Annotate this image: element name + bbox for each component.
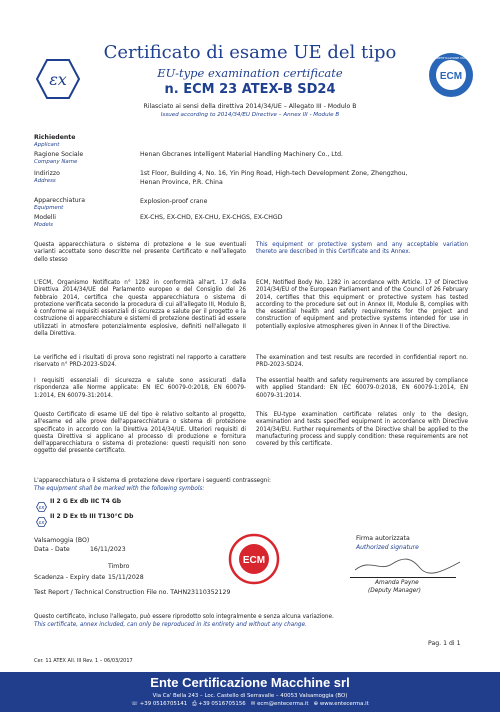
reproduction-note-english: This certificate, annex included, can only be reproduced in its entirety and without any change.	[34, 622, 307, 628]
address-label-en: Address	[34, 178, 56, 184]
models-value: EX-CHS, EX-CHD, EX-CHU, EX-CHGS, EX-CHGD	[140, 214, 283, 221]
svg-text:εx: εx	[38, 505, 45, 511]
models-label-en: Models	[34, 222, 53, 228]
paragraph-2-english: ECM, Notified Body No. 1282 in accordance with Article. 17 of Directive 2014/34/EU of the European Parliament and of the Council of 26 February 2014, certifies that this equipment or protective system has tested according to the procedure set out in Annex III, Module B, complies with the essential health and safety requirements for the project and construction of equipment and protective systems intended for use in potentially explosive atmospheres given in Annex II of the Directive.	[256, 280, 468, 330]
footer-contacts	[0, 701, 500, 708]
fax-icon: ⎙	[192, 701, 199, 707]
address-line-1: 1st Floor, Building 4, No. 16, Yin Ping Road, High-tech Development Zone, Zhengzhou,	[140, 170, 408, 177]
stamp-text: ECM	[242, 555, 266, 566]
email-icon: ✉	[250, 701, 258, 707]
signer-name: Amanda Payne	[375, 580, 419, 586]
marking-intro-italian: L'apparecchiatura o il sistema di protezione deve riportare i seguenti contrassegni:	[34, 478, 271, 484]
marking-row-gas: II 2 G Ex db IIC T4 Gb	[50, 498, 122, 505]
address-line-2: Henan Province, P.R. China	[140, 179, 223, 186]
paragraph-4-italian: Questo Certificato di esame UE del tipo è relativo soltanto al progetto, all'esame ed alle prove dell'apparecchiatura o sistema di protezione specificato in accordo con la Direttiva 2014/34/UE. Ulteriori requisiti di questa Direttiva si applicano al processo di produzione e fornitura dell'apparecchiatura o sistema di protezione: questi requisiti non sono oggetto del presente certificato.	[34, 412, 246, 455]
paragraph-2b-italian: Le verifiche ed i risultati di prova sono registrati nel rapporto a carattere riservato n° PRD-2023-SD24.	[34, 355, 246, 369]
form-reference: Cer. 11 ATEX All. III Rev. 1 – 06/03/2017	[34, 658, 133, 664]
company-label: Ragione Sociale	[34, 151, 84, 158]
phone-icon: ☏	[131, 701, 140, 707]
models-label: Modelli	[34, 214, 57, 221]
ecm-logo-text: ECM	[439, 71, 463, 82]
footer-organization: Ente Certificazione Macchine srl	[150, 675, 350, 690]
paragraph-1-english: This equipment or protective system and any acceptable variation thereto are described in this Certificate and its Annex.	[256, 242, 468, 256]
applicant-label-en: Applicant	[34, 142, 60, 148]
handwritten-signature	[350, 554, 470, 576]
ex-symbol: εx	[49, 70, 67, 89]
footer-fax: +39 0516705156	[198, 701, 246, 707]
ecm-stamp	[228, 533, 280, 585]
signer-title: Firma autorizzata	[356, 535, 410, 542]
paragraph-3-english: The essential health and safety requirements are assured by compliance with applied Standard: EN IEC 60079-0:2018, EN 60079-1:2014, EN 60079-31:2014.	[256, 378, 468, 399]
date-label: Data - Date	[34, 546, 70, 553]
marking-intro-english: The equipment shall be marked with the following symbols:	[34, 486, 205, 492]
ecm-logo-ring-text: ENTE CERTIFICAZIONE MACCHINE	[428, 56, 474, 60]
web-icon: ⊕	[313, 701, 320, 707]
equipment-label: Apparecchiatura	[34, 197, 86, 204]
footer-email: ecm@entecerma.it	[257, 701, 309, 707]
address-label: Indirizzo	[34, 170, 60, 177]
issue-place: Valsamoggia (BO)	[34, 537, 90, 544]
signature-line	[350, 577, 456, 578]
date-value: 16/11/2023	[90, 546, 126, 553]
stamp-label: Timbro	[108, 563, 130, 570]
paragraph-2-italian: L'ECM, Organismo Notificato n° 1282 in conformità all'art. 17 della Direttiva 2014/34/UE del Parlamento europeo e del Consiglio del 26 febbraio 2014, certifica che questa apparecchiatura o sistema di protezione verificata secondo la procedura di cui all'allegato III, Modulo B, è conforme ai requisiti essenziali di sicurezza e salute per il progetto e la costruzione di apparecchiature e sistemi di protezione destinati ad essere utilizzati in atmosfere potenzialmente esplosive, definiti nell'allegato II della Direttiva.	[34, 280, 246, 338]
signer-title-en: Authorized signature	[356, 544, 419, 551]
equipment-value: Explosion-proof crane	[140, 198, 208, 205]
title-english: EU-type examination certificate	[157, 66, 343, 80]
reproduction-note-italian: Questo certificato, incluso l'allegato, può essere riprodotto solo integralmente e senza alcuna variazione.	[34, 614, 334, 620]
ex-mark-icon	[36, 497, 47, 511]
issued-english: Issued according to 2014/34/EU Directive – Annex III - Module B	[160, 112, 340, 118]
marking-row-dust: II 2 D Ex tb III T130°C Db	[50, 513, 134, 520]
svg-text:εx: εx	[38, 520, 45, 526]
signer-role: (Deputy Manager)	[368, 588, 421, 594]
certificate-number: n. ECM 23 ATEX-B SD24	[164, 82, 336, 97]
company-value: Henan Gbcranes Intelligent Material Handling Machinery Co., Ltd.	[140, 151, 344, 158]
paragraph-3-italian: I requisiti essenziali di sicurezza e salute sono assicurati dalla rispondenza alle Norme applicate: EN IEC 60079-0:2018, EN 60079-1:2014, EN 60079-31:2014.	[34, 378, 246, 399]
equipment-label-en: Equipment	[34, 205, 64, 211]
expiry-value: 15/11/2028	[108, 574, 144, 581]
footer-phone: +39 0516705141	[139, 701, 188, 707]
footer-address: Via Ca' Bella 243 – Loc. Castello di Serravalle – 40053 Valsamoggia (BO)	[152, 693, 348, 699]
applicant-label: Richiedente	[34, 134, 76, 141]
test-report: Test Report / Technical Construction File no. TAHN23110352129	[34, 589, 231, 596]
paragraph-2b-english: The examination and test results are recorded in confidential report no. PRD-2023-SD24.	[256, 355, 468, 369]
footer-web: www.entecerma.it	[319, 701, 369, 707]
paragraph-4-english: This EU-type examination certificate relates only to the design, examination and tests specified equipment in accordance with Directive 2014/34/EU. Further requirements of the Directive shall be applied to the manufacturing process and supply condition: these requirements are not covered by this certificate.	[256, 412, 468, 448]
expiry-label: Scadenza - Expiry date	[34, 574, 106, 581]
company-label-en: Company Name	[34, 159, 78, 165]
paragraph-1-italian: Questa apparecchiatura o sistema di protezione e le sue eventuali varianti accettate sono descritte nel presente Certificato e nell'allegato dello stesso	[34, 242, 246, 263]
page-number: Pag. 1 di 1	[428, 640, 461, 647]
title-italian: Certificato di esame UE del tipo	[103, 42, 397, 63]
issued-italian: Rilasciato ai sensi della direttiva 2014/34/UE – Allegato III - Modulo B	[143, 103, 357, 110]
ex-mark-icon	[36, 512, 47, 526]
